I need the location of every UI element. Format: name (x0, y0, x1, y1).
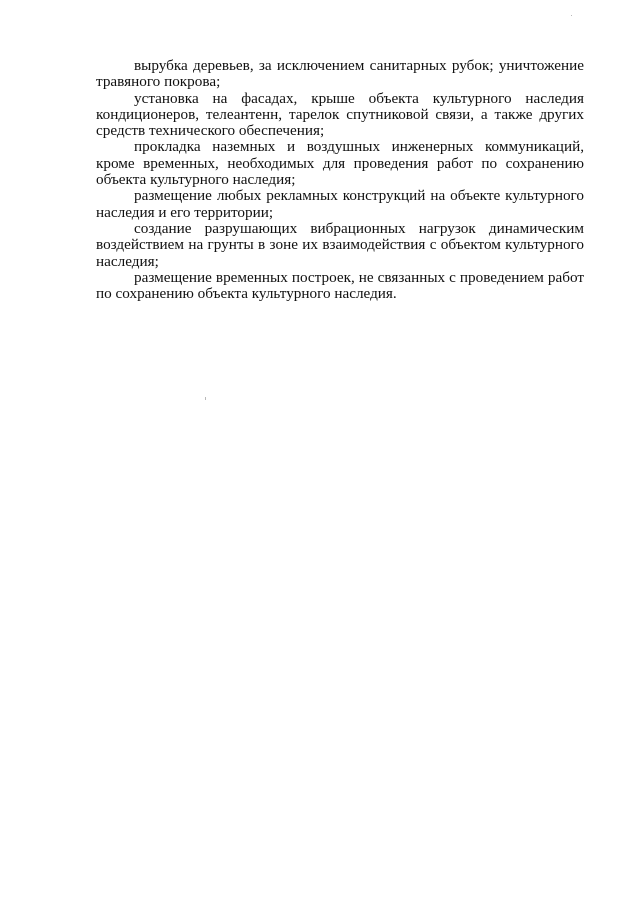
document-body (96, 58, 584, 302)
restriction-item-facade-equipment: установка на фасадах, крыше объекта культурного наследия кондиционеров, телеантенн, тарелок спутниковой связи, а также других средств технического обеспечения; (96, 89, 584, 140)
scan-mark (205, 397, 206, 400)
restriction-item-tree-felling: вырубка деревьев, за исключением санитарных рубок; уничтожение травяного покрова; (96, 57, 584, 91)
restriction-item-temporary-buildings: размещение временных построек, не связанных с проведением работ по сохранению объекта культурного наследия. (96, 268, 584, 303)
restriction-item-utilities: прокладка наземных и воздушных инженерных коммуникаций, кроме временных, необходимых для проведения работ по сохранению объекта культурного наследия; (96, 138, 584, 189)
scan-mark (571, 15, 572, 16)
restriction-item-vibration-loads: создание разрушающих вибрационных нагрузок динамическим воздействием на грунты в зоне их взаимодействия с объектом культурного наследия; (96, 219, 584, 270)
restriction-item-advertising: размещение любых рекламных конструкций на объекте культурного наследия и его территории; (96, 187, 584, 221)
